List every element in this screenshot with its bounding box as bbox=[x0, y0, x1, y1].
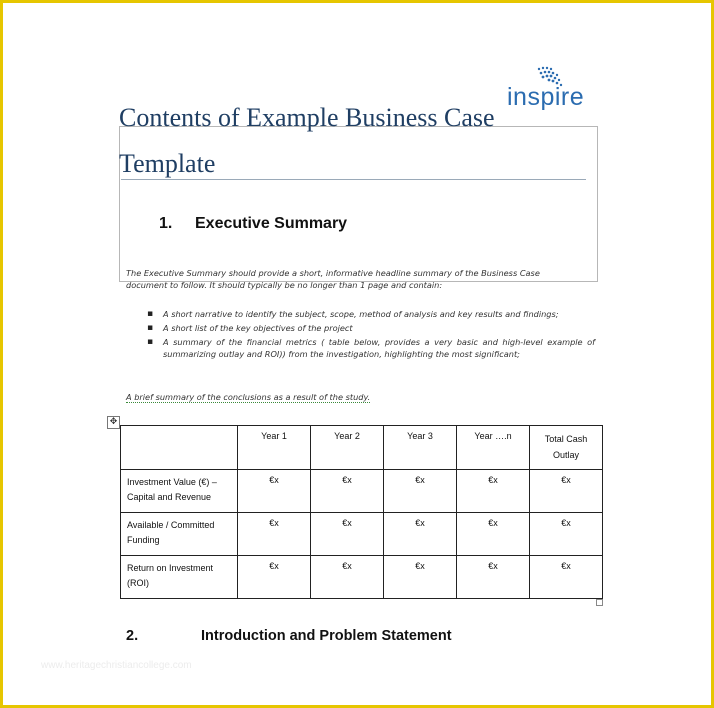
row-label: Investment Value (€) – Capital and Revenue bbox=[121, 470, 238, 513]
table-header-cell: Total Cash Outlay bbox=[530, 426, 603, 470]
table-cell: €x bbox=[530, 470, 603, 513]
table-cell: €x bbox=[238, 513, 311, 556]
logo-text: inspire bbox=[507, 83, 585, 111]
table-header-cell bbox=[121, 426, 238, 470]
section-2-heading bbox=[126, 628, 452, 644]
table-row bbox=[121, 556, 603, 599]
table-header-cell: Year ….n bbox=[457, 426, 530, 470]
list-item: ▪ A short list of the key objectives of the project bbox=[145, 322, 595, 334]
section-2-title: Introduction and Problem Statement bbox=[201, 628, 452, 644]
table-header-row bbox=[121, 426, 603, 470]
table-cell: €x bbox=[311, 513, 384, 556]
table-row bbox=[121, 470, 603, 513]
table-cell: €x bbox=[384, 470, 457, 513]
section-1-heading bbox=[159, 215, 347, 233]
table-cell: €x bbox=[457, 470, 530, 513]
document-page bbox=[3, 3, 711, 705]
table-cell: €x bbox=[457, 513, 530, 556]
financial-table bbox=[120, 425, 603, 599]
row-label: Return on Investment (ROI) bbox=[121, 556, 238, 599]
watermark: www.heritagechristiancollege.com bbox=[41, 660, 192, 671]
section-2-number: 2. bbox=[126, 628, 139, 644]
bullet-list bbox=[145, 308, 595, 362]
list-item: ▪ A summary of the financial metrics ( table below, provides a very basic and high-level example of summarizing outlay and ROI)) from the investigation, highlighting the most significant; bbox=[145, 336, 595, 360]
table-cell: €x bbox=[530, 556, 603, 599]
section-1-number: 1. bbox=[159, 215, 173, 232]
table-header-cell: Year 3 bbox=[384, 426, 457, 470]
table-cell: €x bbox=[311, 556, 384, 599]
table-row bbox=[121, 513, 603, 556]
table-cell: €x bbox=[457, 556, 530, 599]
section-1-title: Executive Summary bbox=[195, 215, 348, 232]
table-cell: €x bbox=[238, 470, 311, 513]
title-underline bbox=[121, 179, 586, 180]
summary-line: A brief summary of the conclusions as a result of the study. bbox=[126, 392, 371, 402]
table-cell: €x bbox=[530, 513, 603, 556]
table-cell: €x bbox=[311, 470, 384, 513]
intro-paragraph: The Executive Summary should provide a short, informative headline summary of the Business Case document to follow. It should typically be no longer than 1 page and contain: bbox=[126, 268, 540, 290]
table-cell: €x bbox=[384, 513, 457, 556]
table-move-handle-icon[interactable]: ✥ bbox=[107, 416, 120, 429]
table-header-cell: Year 2 bbox=[311, 426, 384, 470]
list-item: ▪ A short narrative to identify the subject, scope, method of analysis and key results and findings; bbox=[145, 308, 595, 320]
table-cell: €x bbox=[384, 556, 457, 599]
table-cell: €x bbox=[238, 556, 311, 599]
table-resize-handle[interactable] bbox=[596, 599, 603, 606]
table-header-cell: Year 1 bbox=[238, 426, 311, 470]
row-label: Available / Committed Funding bbox=[121, 513, 238, 556]
document-title: Contents of Example Business Case Template bbox=[119, 103, 495, 178]
